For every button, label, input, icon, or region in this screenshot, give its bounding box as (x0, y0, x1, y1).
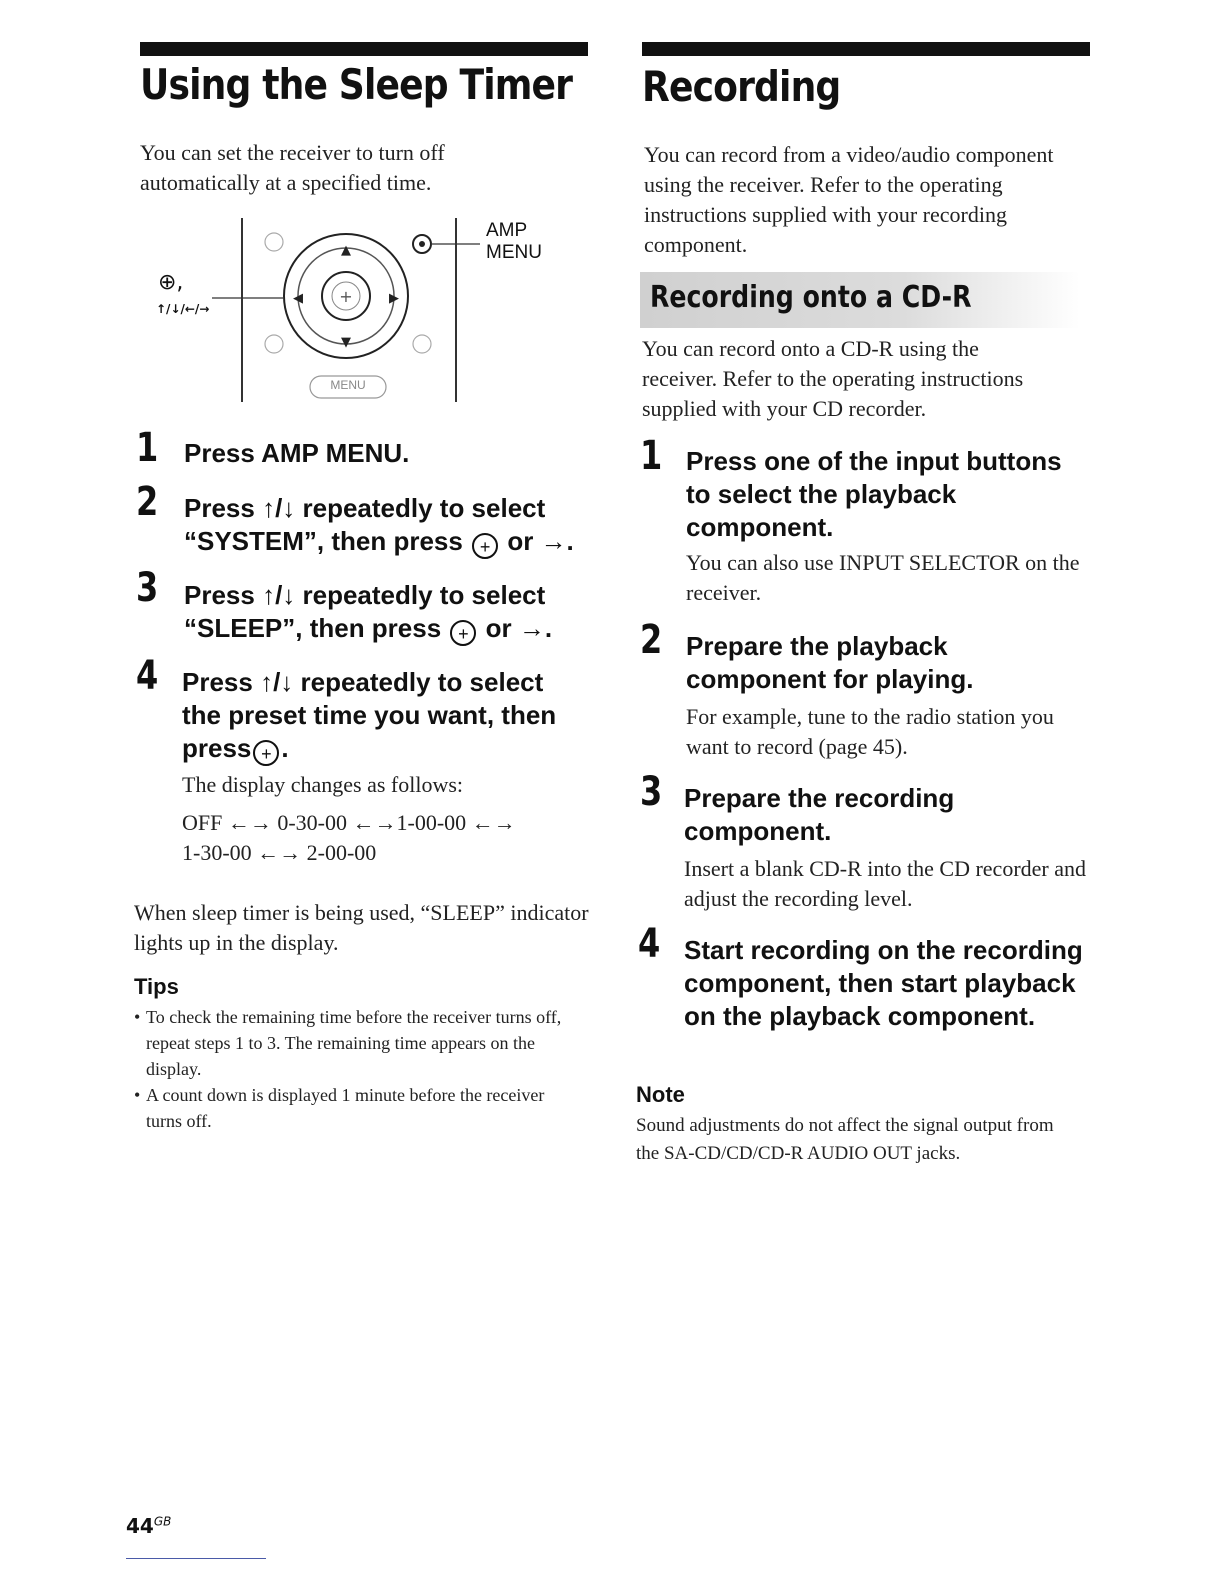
display-sequence-2: 1-30-00 ←→ 2-00-00 (182, 840, 377, 865)
tip-item: • A count down is displayed 1 minute before the receiver turns off. (134, 1082, 574, 1134)
amp-menu-label-2: MENU (486, 242, 542, 263)
right-intro: You can record from a video/audio component using the receiver. Refer to the operating instructions supplied with your recording component. (644, 142, 1054, 257)
cursor-label: ⊕, (158, 270, 184, 295)
right-step-3-title: Prepare the recording component. (684, 783, 955, 846)
right-step-1-body: You can also use INPUT SELECTOR on the receiver. (686, 550, 1080, 605)
enter-icon: + (472, 533, 498, 559)
left-step-1-number: 1 (136, 425, 159, 471)
left-step-4-title: Press ↑/↓ repeatedly to select the preset time you want, then press + . (182, 667, 557, 764)
left-step-3-title: Press ↑/↓ repeatedly to select “SLEEP”, then press + or →. (184, 580, 553, 644)
left-step-4-number: 4 (136, 653, 159, 699)
page-number: $44^{GB}$ (126, 1514, 172, 1538)
right-step-2-body: For example, tune to the radio station you want to record (page 45). (686, 704, 1054, 759)
sub-intro: You can record onto a CD-R using the receiver. Refer to the operating instructions supplied with your CD recorder. (642, 336, 1024, 421)
left-step-2-number: 2 (136, 479, 159, 525)
enter-icon: + (450, 620, 476, 646)
right-step-3-body: Insert a blank CD-R into the CD recorder and adjust the recording level. (684, 856, 1086, 911)
right-step-4-number: 4 (638, 921, 661, 967)
left-title-rule (140, 42, 588, 56)
note-text: Sound adjustments do not affect the signal output from the SA-CD/CD/CD-R AUDIO OUT jacks. (636, 1115, 1054, 1164)
right-step-2-title: Prepare the playback component for playing. (686, 631, 974, 694)
left-step-1-title: Press AMP MENU. (184, 438, 410, 468)
left-step-4-body: The display changes as follows: (182, 772, 464, 797)
tips-list (134, 1004, 574, 1134)
left-page-title: Using the Sleep Timer (140, 60, 573, 109)
up-arrow-icon: ▲ (341, 243, 351, 258)
recording-subtitle: Recording onto a CD-R (650, 280, 972, 315)
right-step-1-title: Press one of the input buttons to select the playback component. (686, 446, 1062, 542)
right-step-4-title: Start recording on the recording component, then start playback on the playback component. (684, 935, 1083, 1031)
menu-button-label: MENU (330, 378, 366, 392)
tips-heading: Tips (134, 974, 179, 999)
amp-menu-label-1: AMP (486, 220, 528, 241)
left-arrow-icon: ◀ (293, 291, 303, 306)
svg-text:+: + (339, 287, 353, 306)
sleep-indicator-text: When sleep timer is being used, “SLEEP” indicator lights up in the display. (134, 900, 589, 955)
right-title-rule (642, 42, 1090, 56)
footer-rule (126, 1558, 266, 1559)
right-arrow-icon: ▶ (389, 291, 399, 306)
left-step-2-title: Press ↑/↓ repeatedly to select “SYSTEM”, then press + or →. (184, 493, 574, 557)
right-step-3-number: 3 (640, 769, 663, 815)
right-step-1-number: 1 (640, 433, 663, 479)
right-step-2-number: 2 (640, 617, 663, 663)
display-sequence-1: OFF ←→ 0-30-00 ←→1-00-00 ←→ (182, 810, 516, 835)
right-page-title: Recording (642, 62, 841, 111)
enter-icon: + (253, 740, 279, 766)
down-arrow-icon: ▼ (341, 335, 351, 350)
note-heading: Note (636, 1082, 685, 1107)
arrows-label: ↑/↓/←/→ (156, 302, 210, 316)
left-step-3-number: 3 (136, 565, 159, 611)
left-intro: You can set the receiver to turn off automatically at a specified time. (140, 140, 445, 195)
tip-item: • To check the remaining time before the receiver turns off, repeat steps 1 to 3. The remaining time appears on the display. (134, 1004, 574, 1082)
